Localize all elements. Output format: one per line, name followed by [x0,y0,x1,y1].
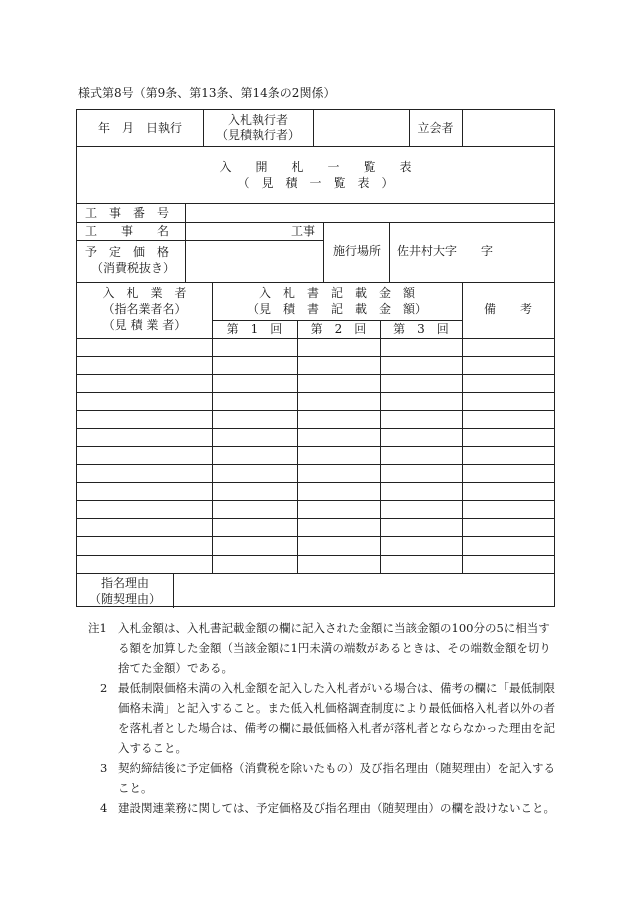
private-contract-reason-label: （随契理由） [88,592,161,606]
table-title: 入 開 札 一 覧 表 [219,160,412,174]
planned-price-label: 予 定 価 格 [85,245,170,259]
note-item: 2 最低制限価格未満の入札金額を記入した入札者がいる場合は、備考の欄に「最低制限価格未満」と記入すること。また低入札価格調査制度により最低価格入札者以外の者を落札者とした場合は、備考の欄に最低価格入札者が落札者とならなかった理由を記入すること。 [100,681,555,755]
form-number-title: 様式第8号（第9条、第13条、第14条の2関係） [78,86,336,100]
rule-header-bottom [77,146,554,147]
bid-amount-header: 入 札 書 記 載 金 額 [258,286,415,300]
round-3-header: 第 3 回 [393,322,449,336]
remarks-header: 備 考 [483,302,532,316]
nominated-bidder-header: （指名業者名） [102,302,187,316]
notes [88,618,558,818]
bidder-header: 入 札 業 者 [102,286,187,300]
estimate-amount-header: （見 積 書 記 載 金 額） [246,302,427,316]
table-subtitle: （ 見 積 一 覧 表 ） [237,176,394,190]
construction-suffix: 工事 [291,224,316,238]
rule-title-bottom [77,203,554,204]
execution-date-label: 年 月 日執行 [97,121,182,135]
nomination-reason-label: 指名理由 [100,576,149,590]
construction-number-label: 工 事 番 号 [85,206,170,220]
site-label: 施行場所 [333,244,382,258]
note-item: 注1 入札金額は、入札書記載金額の欄に記入された金額に当該金額の100分の5に相当する額を加算した金額（当該金額に1円未満の端数があるときは、その端数金額を切り捨てた金額）である。 [88,621,551,675]
witness-label: 立会者 [417,121,454,135]
estimate-executor-label: （見積執行者） [215,128,300,142]
construction-name-label: 工 事 名 [85,224,170,238]
note-item: 3 契約締結後に予定価格（消費税を除いたもの）及び指名理由（随契理由）を記入すること。 [100,761,555,795]
round-1-header: 第 1 回 [226,322,283,336]
site-value: 佐井村大字 字 [397,244,494,258]
round-2-header: 第 2 回 [310,322,367,336]
bid-opening-sheet [76,109,555,607]
estimate-bidder-header: （見 積 業 者） [102,318,187,332]
executor-label: 入札執行者 [227,113,288,127]
rule-bid-header-bottom [77,338,554,339]
note-item: 4 建設関連業務に関しては、予定価格及び指名理由（随契理由）の欄を設けないこと。 [100,801,555,815]
rule-construction-name-bottom [77,240,323,241]
tax-excluded-label: （消費税抜き） [91,261,176,275]
rule-info-bottom [77,282,554,283]
